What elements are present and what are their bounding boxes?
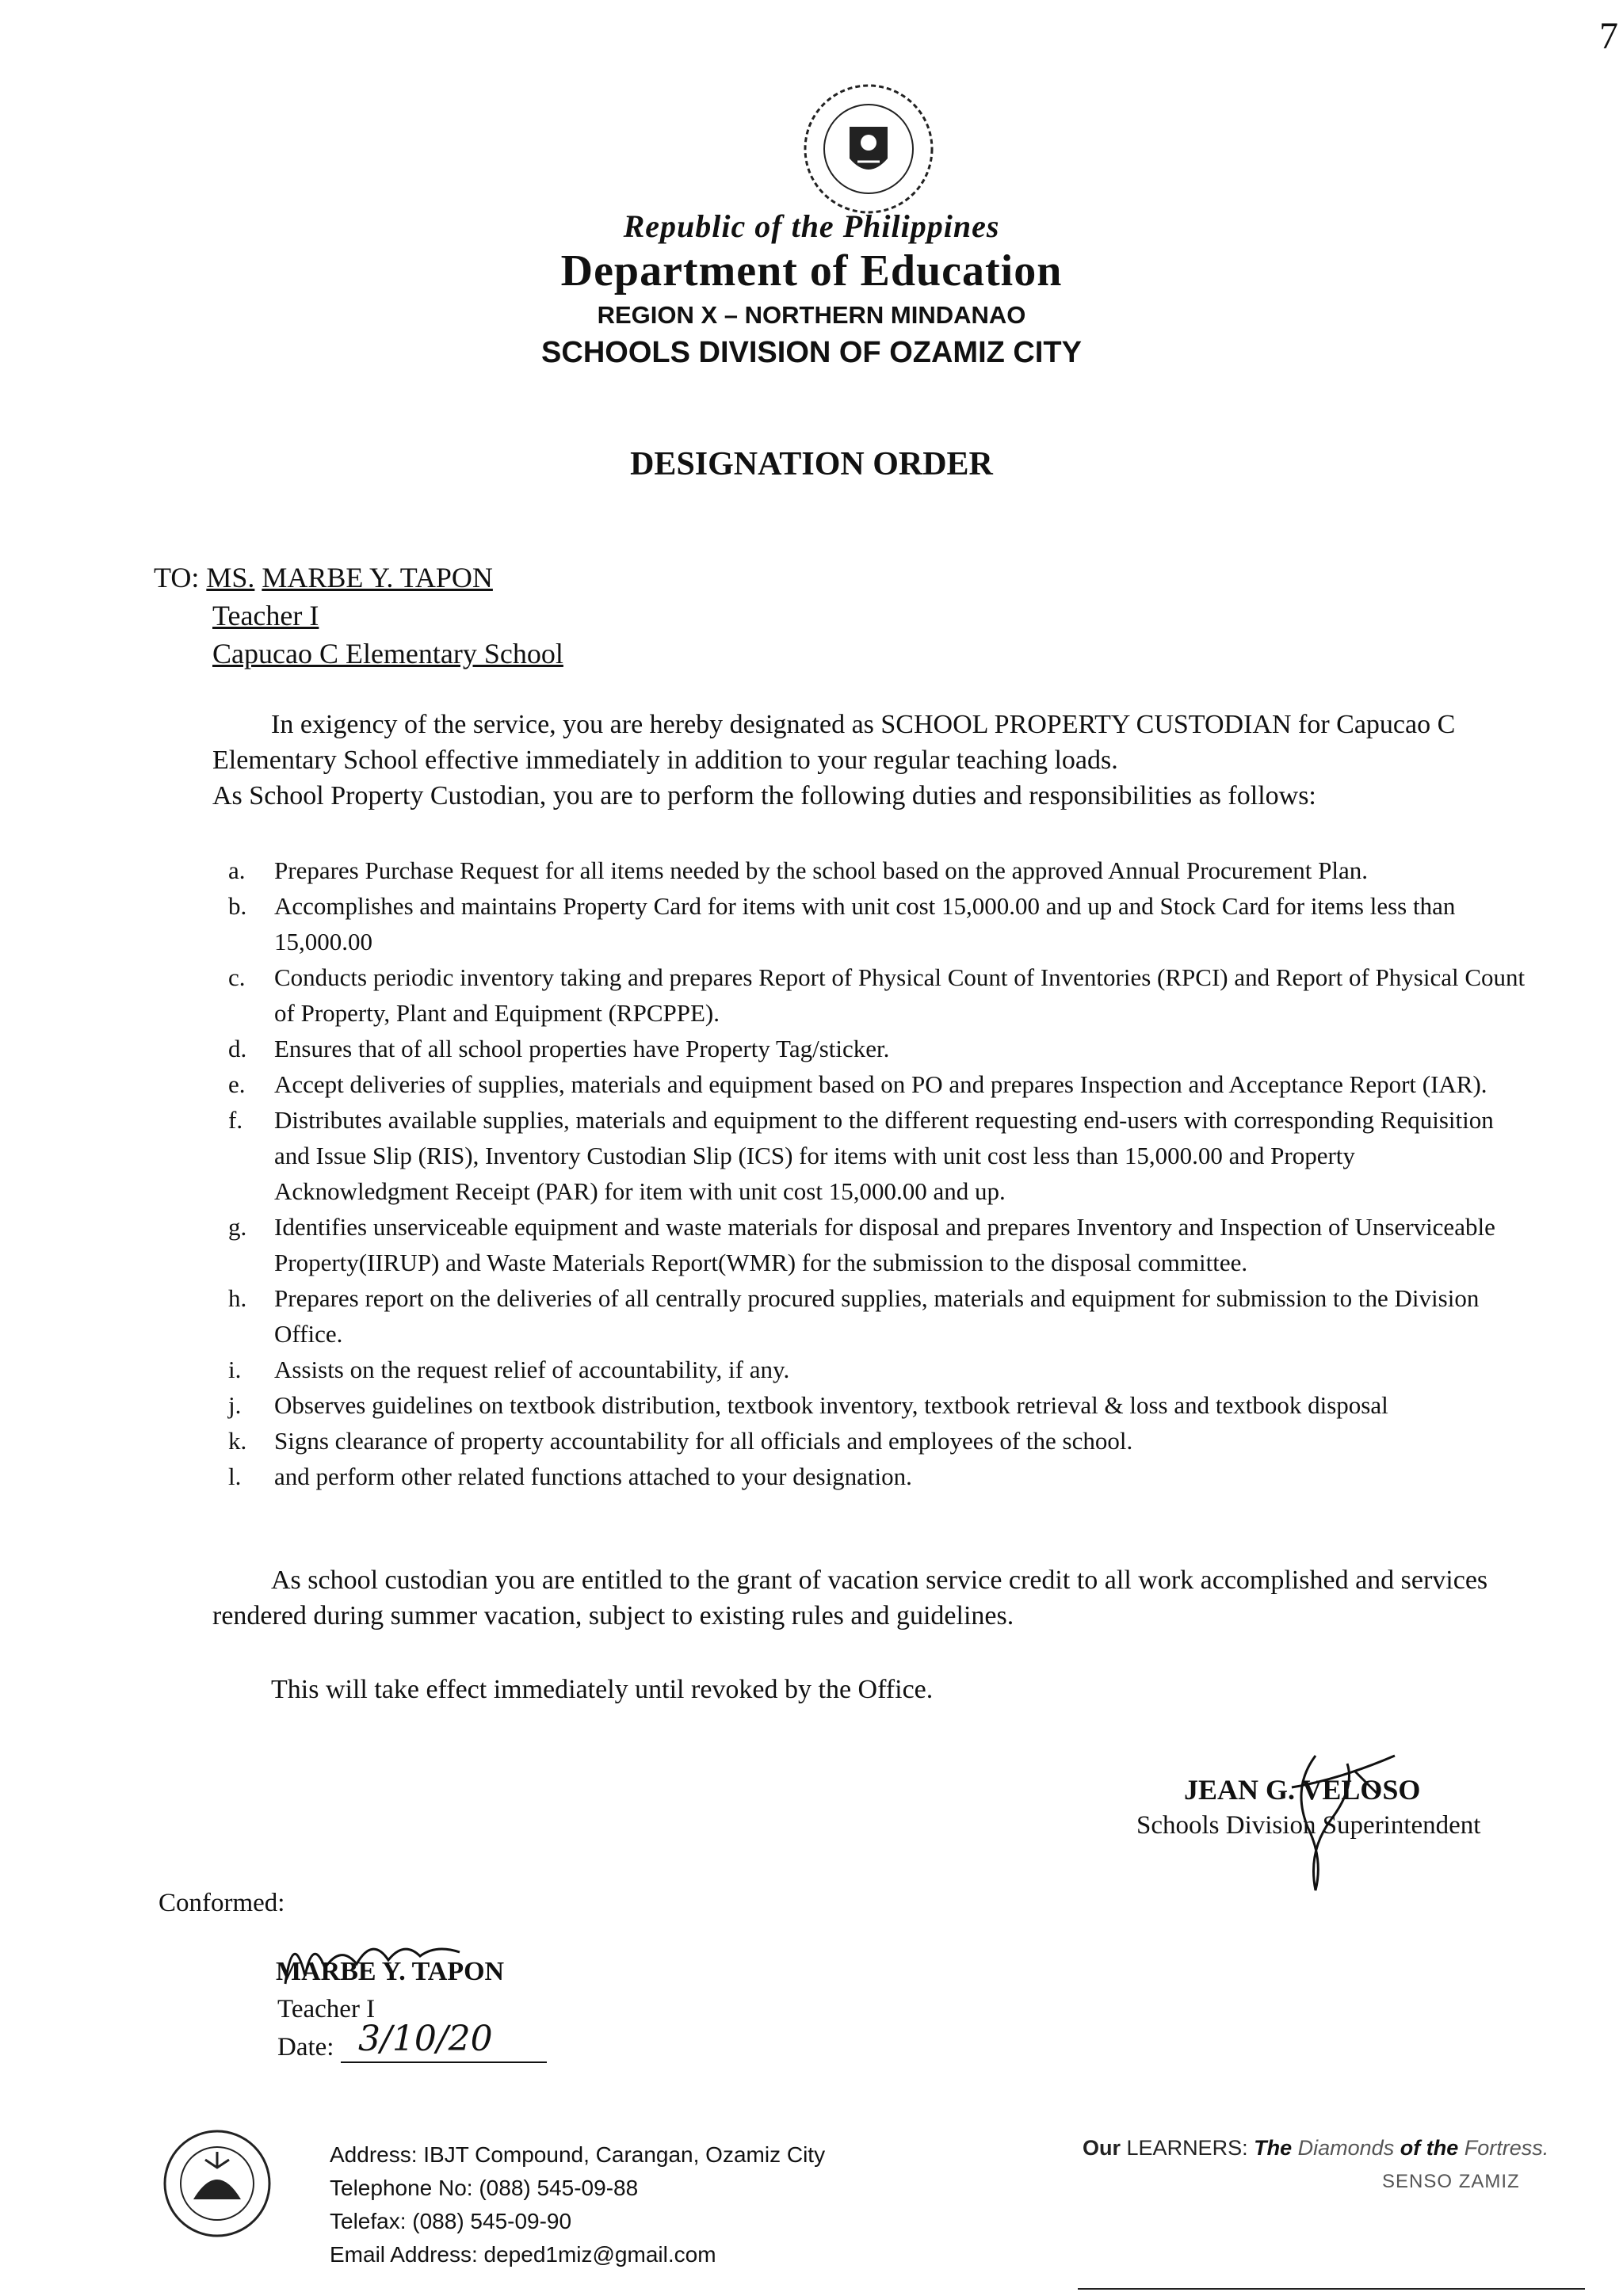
duty-text: Distributes available supplies, materials and equipment to the different requesting end-users with corresponding Requisition and Issue Slip (RIS), Inventory Custodian Slip (ICS) for items with unit cost less than 15,000.00 and Property Acknowledgment Receipt (PAR) for item with unit cost 15,000.00 and up.: [274, 1106, 1494, 1205]
duty-marker: a.: [228, 856, 246, 884]
addressee-line: [154, 561, 493, 594]
duty-text: Ensures that of all school properties have Property Tag/sticker.: [274, 1035, 890, 1062]
footer-telephone: Telephone No: (088) 545-09-88: [330, 2176, 639, 2200]
vacation-credit-paragraph: As school custodian you are entitled to the grant of vacation service credit to all work accomplished and services rendered during summer vacation, subject to existing rules and guidelines.: [212, 1566, 1488, 1630]
date-underline: [341, 2061, 547, 2063]
signatory-title: Schools Division Superintendent: [1136, 1811, 1481, 1840]
to-label: TO:: [154, 562, 200, 593]
division-heading: SCHOOLS DIVISION OF OZAMIZ CITY: [541, 336, 1082, 369]
addressee-position-text: Teacher I: [212, 600, 319, 631]
duty-marker: e.: [228, 1070, 246, 1098]
motto-learners: LEARNERS:: [1126, 2136, 1248, 2160]
page-number-mark: 7: [1599, 15, 1618, 57]
duty-text: Accomplishes and maintains Property Card for items with unit cost 15,000.00 and up and Stock Card for items less than 15,000.00: [274, 892, 1456, 955]
footer-rule: [1078, 2288, 1585, 2290]
addressee-school: [212, 637, 563, 670]
motto-of-the: of the: [1400, 2136, 1459, 2160]
addressee-honorific: MS.: [206, 562, 255, 593]
duty-item: [212, 1352, 1528, 1387]
handwritten-date: 3/10/20: [358, 2019, 493, 2059]
duty-marker: k.: [228, 1427, 247, 1455]
motto-fortress: Fortress.: [1464, 2136, 1549, 2160]
duty-marker: i.: [228, 1356, 242, 1383]
duty-item: [212, 1280, 1528, 1352]
department-heading: Department of Education: [560, 246, 1063, 296]
duty-item: [212, 1102, 1528, 1209]
duty-text: Identifies unserviceable equipment and waste materials for disposal and prepares Inventory and Inspection of Unserviceable Property(IIRUP) and Waste Materials Report(WMR) for the submission to the disposal committee.: [274, 1213, 1495, 1276]
duty-marker: j.: [228, 1391, 242, 1419]
motto-our: Our: [1083, 2136, 1121, 2160]
duty-item: [212, 1066, 1528, 1102]
duty-text: Signs clearance of property accountability for all officials and employees of the school.: [274, 1427, 1133, 1455]
deped-seal-icon: [802, 82, 935, 215]
footer-motto: [1083, 2136, 1549, 2161]
conformed-label: Conformed:: [158, 1889, 285, 1917]
duty-marker: g.: [228, 1213, 247, 1241]
effectivity-paragraph: This will take effect immediately until revoked by the Office.: [271, 1675, 934, 1704]
addressee-position: [212, 599, 319, 632]
footer-email: Email Address: deped1miz@gmail.com: [330, 2242, 716, 2267]
designation-paragraph: In exigency of the service, you are hereby designated as SCHOOL PROPERTY CUSTODIAN for Capucao C Elementary School effective immediately in addition to your regular teaching loads.: [212, 710, 1456, 775]
division-seal-icon: [162, 2128, 273, 2239]
duty-text: Accept deliveries of supplies, materials and equipment based on PO and prepares Inspection and Acceptance Report (IAR).: [274, 1070, 1487, 1098]
signatory-name: JEAN G. VELOSO: [1184, 1774, 1421, 1806]
footer-address: Address: IBJT Compound, Carangan, Ozamiz City: [330, 2142, 826, 2167]
motto-diamonds: Diamonds: [1297, 2136, 1395, 2160]
duty-item: [212, 888, 1528, 959]
region-heading: REGION X – NORTHERN MINDANAO: [597, 301, 1026, 329]
duty-marker: f.: [228, 1106, 243, 1134]
duty-text: Prepares Purchase Request for all items needed by the school based on the approved Annual Procurement Plan.: [274, 856, 1368, 884]
addressee-name: MARBE Y. TAPON: [262, 562, 493, 593]
duty-text: Assists on the request relief of accountability, if any.: [274, 1356, 790, 1383]
duties-intro: As School Property Custodian, you are to perform the following duties and responsibilities as follows:: [212, 781, 1316, 810]
duty-text: Observes guidelines on textbook distribution, textbook inventory, textbook retrieval & loss and textbook disposal: [274, 1391, 1388, 1419]
duty-item: [212, 959, 1528, 1031]
duty-item: [212, 1209, 1528, 1280]
duty-item: [212, 1387, 1528, 1423]
duty-text: and perform other related functions attached to your designation.: [274, 1463, 912, 1490]
republic-heading: Republic of the Philippines: [623, 208, 1000, 244]
conformer-name: MARBE Y. TAPON: [276, 1957, 505, 1986]
document-title: DESIGNATION ORDER: [630, 446, 993, 482]
date-label: Date:: [277, 2033, 334, 2061]
duty-item: [212, 1459, 1528, 1494]
footer-telefax: Telefax: (088) 545-09-90: [330, 2209, 572, 2233]
conformer-position: Teacher I: [277, 1995, 376, 2023]
addressee-school-text: Capucao C Elementary School: [212, 638, 563, 669]
duty-marker: c.: [228, 963, 246, 991]
duty-marker: l.: [228, 1463, 242, 1490]
duty-text: Conducts periodic inventory taking and prepares Report of Physical Count of Inventories (RPCI) and Report of Physical Count of Property, Plant and Equipment (RPCPPE).: [274, 963, 1526, 1027]
footer-motto-sub: SENSO ZAMIZ: [1382, 2171, 1520, 2192]
motto-the: The: [1254, 2136, 1293, 2160]
duty-marker: b.: [228, 892, 247, 920]
duty-text: Prepares report on the deliveries of all centrally procured supplies, materials and equipment for submission to the Division Office.: [274, 1284, 1480, 1348]
duty-item: [212, 852, 1528, 888]
duty-item: [212, 1031, 1528, 1066]
duty-item: [212, 1423, 1528, 1459]
duty-marker: h.: [228, 1284, 247, 1312]
duty-marker: d.: [228, 1035, 247, 1062]
duties-list: [212, 852, 1528, 1494]
